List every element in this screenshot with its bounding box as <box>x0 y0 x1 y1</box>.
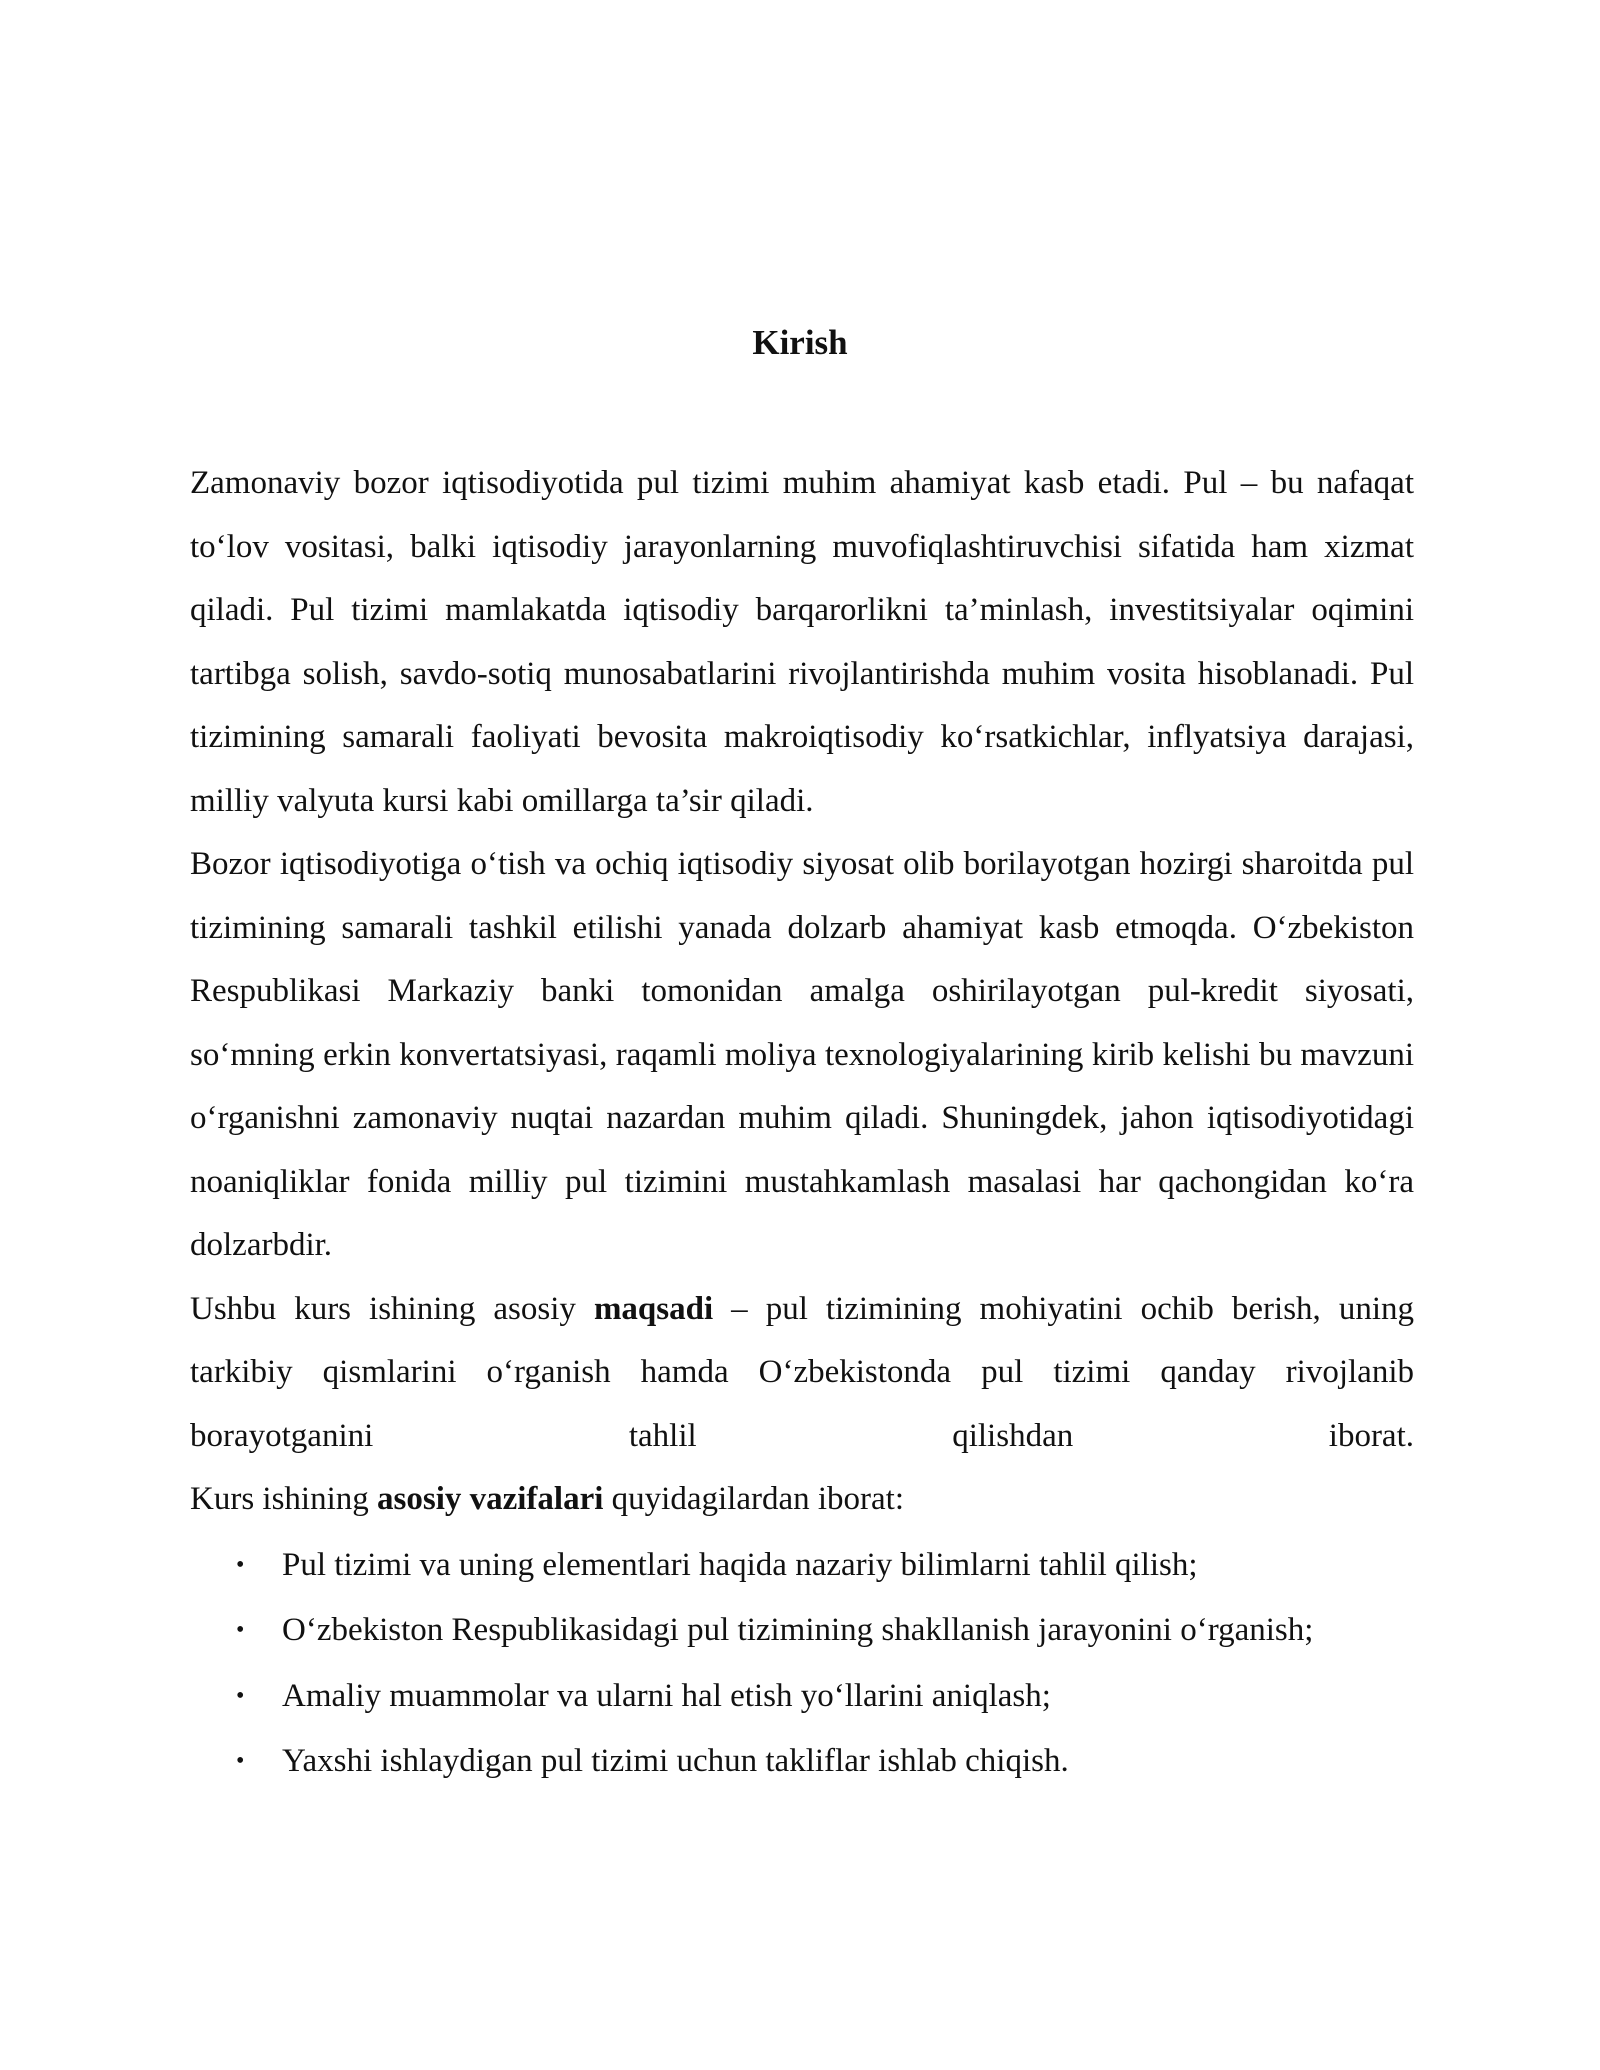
tasks-list <box>190 1534 1414 1794</box>
paragraph-intro: Zamonaviy bozor iqtisodiyotida pul tizimi muhim ahamiyat kasb etadi. Pul – bu nafaqat to‘lov vositasi, balki iqtisodiy jarayonlarning muvofiqlashtiruvchisi sifatida ham xizmat qiladi. Pul tizimi mamlakatda iqtisodiy barqarorlikni ta’minlash, investitsiyalar oqimini tartibga solish, savdo-sotiq munosabatlarini rivojlantirishda muhim vosita hisoblanadi. Pul tizimining samarali faoliyati bevosita makroiqtisodiy ko‘rsatkichlar, inflyatsiya darajasi, milliy valyuta kursi kabi omillarga ta’sir qiladi. <box>190 465 1414 819</box>
tasks-intro-suffix: quyidagilardan iborat: <box>603 1481 904 1517</box>
list-item-text: O‘zbekiston Respublikasidagi pul tizimining shakllanish jarayonini o‘rganish; <box>282 1612 1314 1648</box>
paragraph-tasks-intro <box>190 1468 1414 1532</box>
goal-keyword: maqsadi <box>593 1290 714 1327</box>
tasks-intro-keyword: asosiy vazifalari <box>377 1481 604 1517</box>
document-body <box>190 452 1414 1794</box>
bullet-icon: • <box>236 1551 245 1578</box>
list-item-text: Amaliy muammolar va ularni hal etish yo‘llarini aniqlash; <box>282 1677 1051 1714</box>
goal-suffix: – pul tizimining mohiyatini ochib berish, uning tarkibiy qismlarini o‘rganish hamda O‘zbekistonda pul tizimi qanday rivojlanib borayotganini tahlil qilishdan iborat. <box>190 1290 1414 1454</box>
list-item <box>190 1599 1414 1663</box>
paragraph-goal <box>190 1278 1414 1469</box>
list-item <box>190 1665 1414 1729</box>
bullet-icon: • <box>236 1748 245 1774</box>
list-item <box>190 1730 1414 1794</box>
list-item <box>190 1534 1414 1598</box>
tasks-intro-prefix: Kurs ishining <box>190 1481 378 1517</box>
bullet-icon: • <box>236 1682 245 1709</box>
goal-prefix: Ushbu kurs ishining asosiy <box>190 1290 594 1327</box>
bullet-icon: • <box>236 1617 245 1643</box>
paragraph-relevance: Bozor iqtisodiyotiga o‘tish va ochiq iqtisodiy siyosat olib borilayotgan hozirgi sharoitda pul tizimining samarali tashkil etilishi yanada dolzarb ahamiyat kasb etmoqda. O‘zbekiston Respublikasi Markaziy banki tomonidan amalga oshirilayotgan pul-kredit siyosati, so‘mning erkin konvertatsiyasi, raqamli moliya texnologiyalarining kirib kelishi bu mavzuni o‘rganishni zamonaviy nuqtai nazardan muhim qiladi. Shuningdek, jahon iqtisodiyotidagi noaniqliklar fonida milliy pul tizimini mustahkamlash masalasi har qachongidan ko‘ra dolzarbdir. <box>190 846 1414 1263</box>
page-title: Kirish <box>752 323 848 362</box>
list-item-text: Pul tizimi va uning elementlari haqida nazariy bilimlarni tahlil qilish; <box>282 1546 1198 1583</box>
list-item-text: Yaxshi ishlaydigan pul tizimi uchun takliflar ishlab chiqish. <box>282 1743 1069 1779</box>
